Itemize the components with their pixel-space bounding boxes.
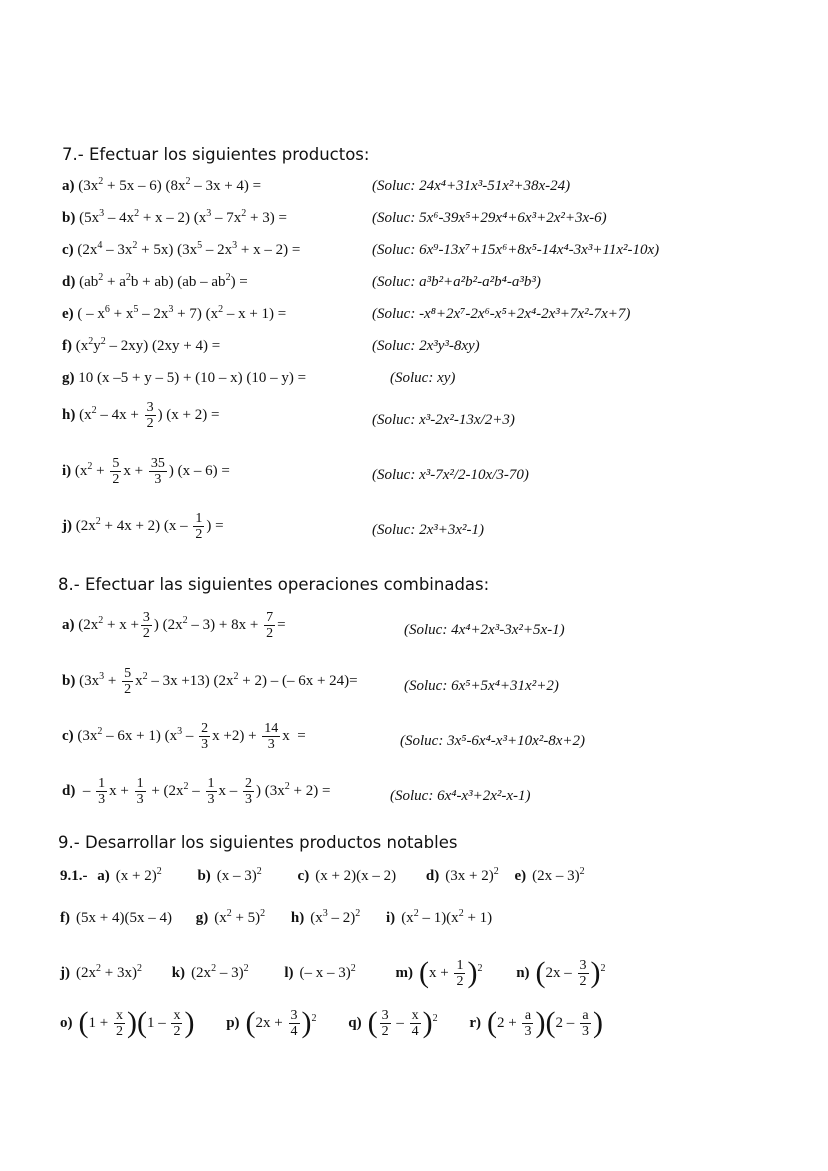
ex9-row-2 [60, 910, 492, 927]
ex8-item-c: c) $(3x^2 - 6x + 1)$ ($x^3$ – $\frac{2}{3}$ x +2) + $\frac{14}{3}$ x = [62, 721, 306, 752]
item-label: d) [62, 782, 76, 799]
ex9-item-b: b) (x – 3)$^2$ [197, 866, 262, 884]
ex7-solution-c: (Soluc: 6x⁹-13x⁷+15x⁶+8x⁵-14x⁴-3x³+11x²-10x) [372, 242, 660, 258]
ex7-item-f: f) $(x^2y^2 - 2xy) (2xy + 4)$ = [62, 336, 221, 354]
ex7-solution-g: (Soluc: xy) [390, 370, 456, 386]
ex9-item-l: l) (– x – 3)$^2$ [284, 962, 356, 981]
ex9-item-i: i) $(x^2 - 1)(x^2 + 1)$ [386, 908, 493, 926]
ex7-solution-b: (Soluc: 5x⁶-39x⁵+29x⁴+6x³+2x²+3x-6) [372, 210, 607, 226]
ex7-item-e: e) ( – $x^6 + x^5 - 2x^3 + 7$) $(x^2 - x + 1)$ = [62, 304, 287, 322]
ex8-solution-d: (Soluc: 6x⁴-x³+2x²-x-1) [390, 788, 531, 804]
item-label: b) [62, 672, 76, 689]
ex7-item-a: a) $(3x^2 + 5x - 6)$ $(8x^2 - 3x + 4)$ = [62, 176, 262, 194]
item-label: g) [62, 370, 75, 386]
ex7-solution-h: (Soluc: x³-2x²-13x/2+3) [372, 412, 515, 428]
exercise-7-title: 7.- Efectuar los siguientes productos: [62, 145, 370, 164]
ex7-solution-a: (Soluc: 24x⁴+31x³-51x²+38x-24) [372, 178, 571, 194]
ex9-item-e: e) (2x – 3)$^2$ [514, 866, 585, 884]
ex9-row-1 [60, 868, 585, 885]
ex7-item-j: j) $(2x^2 + 4x + 2)$ (x – $\frac{1}{2}$ ) = [62, 511, 224, 542]
ex9-item-g: g) $(x^2 + 5)^2$ [195, 908, 266, 926]
exercise-8-title: 8.- Efectuar las siguientes operaciones combinadas: [58, 575, 490, 594]
ex7-item-d: d) $(ab^2 + a^2b + ab)$ $(ab - ab^2)$ = [62, 272, 248, 290]
ex9-item-h: h) $(x^3 - 2)^2$ [290, 908, 361, 926]
ex9-item-f: f) (5x + 4)(5x – 4) [60, 910, 172, 926]
ex8-item-d: d) – $\frac{1}{3}$ x + $\frac{1}{3}$ + ($2x^2$ – $\frac{1}{3}$ x – $\frac{2}{3}$ ) $(3x^2 + 2)$ = [62, 776, 331, 807]
ex7-solution-j: (Soluc: 2x³+3x²-1) [372, 522, 484, 538]
exercise-9-title: 9.- Desarrollar los siguientes productos notables [58, 833, 458, 852]
ex9-item-n: n) (2x – $\frac{3}{2}$ )$^2$ [516, 955, 606, 989]
item-label: a) [62, 616, 75, 633]
ex9-row-3 [60, 955, 606, 989]
ex8-item-a: a) ($2x^2 + x$ + $\frac{3}{2}$ ) $(2x^2 - 3) + 8x$ + $\frac{7}{2}$ = [62, 610, 286, 641]
item-label: d) [62, 274, 76, 290]
ex7-solution-d: (Soluc: a³b²+a²b²-a²b⁴-a³b³) [372, 274, 541, 290]
ex8-solution-c: (Soluc: 3x⁵-6x⁴-x³+10x²-8x+2) [400, 733, 586, 749]
item-label: i) [62, 462, 72, 479]
item-label: c) [62, 242, 74, 258]
ex8-solution-a: (Soluc: 4x⁴+2x³-3x²+5x-1) [404, 622, 565, 638]
ex9-item-a: a) $(x + 2)^2$ [97, 866, 162, 884]
ex9-item-q: q) ( $\frac{3}{2}$ – $\frac{x}{4}$ )$^2$ [348, 1005, 438, 1039]
item-label: h) [62, 406, 76, 423]
subsection-label: 9.1.- [60, 868, 88, 884]
ex9-item-d: d) $(3x + 2)^2$ [425, 866, 499, 884]
ex9-item-k: k) $(2x^2 - 3)^2$ [171, 962, 249, 981]
ex9-item-o: o) (1 + $\frac{x}{2}$ )(1 – $\frac{x}{2}$ ) [60, 1005, 195, 1039]
ex9-item-p: p) (2x + $\frac{3}{4}$ )$^2$ [226, 1005, 317, 1039]
ex7-item-c: c) $(2x^4 - 3x^2 + 5x)$ $(3x^5 - 2x^3 + x - 2)$ = [62, 240, 301, 258]
ex9-item-m: m) (x + $\frac{1}{2}$ )$^2$ [395, 955, 483, 989]
item-label: b) [62, 210, 76, 226]
item-label: e) [62, 306, 74, 322]
ex7-solution-e: (Soluc: -x⁸+2x⁷-2x⁶-x⁵+2x⁴-2x³+7x²-7x+7) [372, 306, 631, 322]
ex9-item-j: j) $(2x^2 + 3x)^2$ [60, 962, 142, 981]
item-label: j) [62, 517, 72, 534]
ex9-item-c: c) (x + 2)(x – 2) [297, 868, 397, 884]
ex8-solution-b: (Soluc: 6x⁵+5x⁴+31x²+2) [404, 678, 559, 694]
ex7-item-b: b) $(5x^3 - 4x^2 + x - 2)$ $(x^3 - 7x^2 + 3)$ = [62, 208, 287, 226]
ex7-item-i: i) ($x^2$ + $\frac{5}{2}$ x + $\frac{35}{3}$ ) (x – 6) = [62, 456, 230, 487]
item-label: c) [62, 727, 74, 744]
ex8-item-b: b) ($3x^3$ + $\frac{5}{2}$ $x^2 - 3x +13$) $(2x^2 + 2)$ – (– 6x + 24)= [62, 666, 358, 697]
item-label: a) [62, 178, 75, 194]
ex7-solution-f: (Soluc: 2x³y³-8xy) [372, 338, 480, 354]
ex9-row-4 [60, 1005, 603, 1039]
item-label: f) [62, 338, 72, 354]
ex9-item-r: r) (2 + $\frac{a}{3}$ )(2 – $\frac{a}{3}$ ) [469, 1005, 603, 1039]
ex7-solution-i: (Soluc: x³-7x²/2-10x/3-70) [372, 467, 529, 483]
ex7-item-h: h) ($x^2 - 4x$ + $\frac{3}{2}$ ) (x + 2) = [62, 400, 220, 431]
ex7-item-g: g) 10 (x –5 + y – 5) + (10 – x) (10 – y) = [62, 370, 307, 386]
